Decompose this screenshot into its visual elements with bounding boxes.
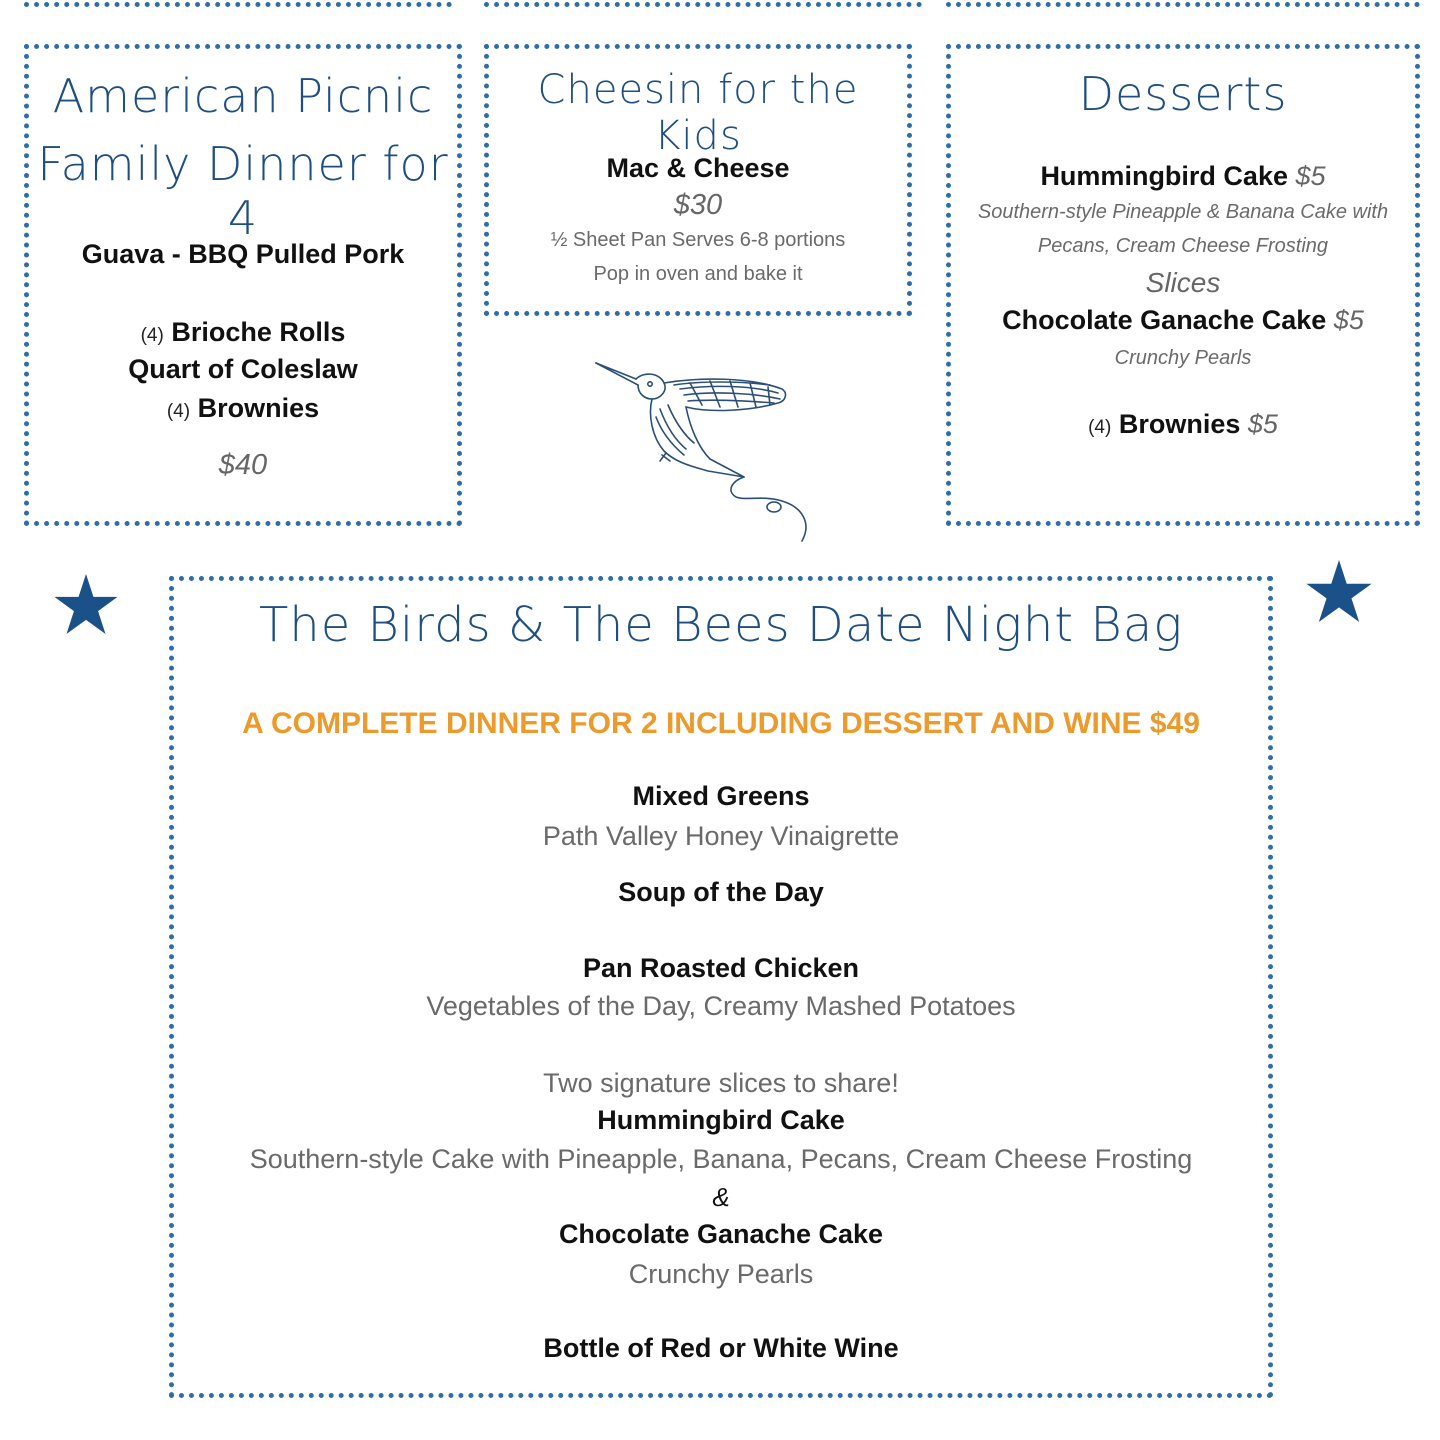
family-dinner-card [24, 44, 462, 526]
date-cake1: Hummingbird Cake [597, 1105, 845, 1135]
item-label: Hummingbird Cake [1040, 161, 1288, 191]
top-border-right [946, 0, 1420, 7]
star-icon [1306, 560, 1372, 622]
date-chicken: Pan Roasted Chicken [582, 953, 860, 983]
kids-card [484, 44, 912, 316]
star-icon [54, 574, 118, 634]
date-chicken-desc: Vegetables of the Day, Creamy Mashed Potatoes [426, 991, 1016, 1021]
family-price: $40 [218, 449, 268, 481]
family-item-coleslaw: Quart of Coleslaw [128, 354, 358, 384]
kids-desc-1: ½ Sheet Pan Serves 6-8 portions [550, 229, 846, 251]
item-price: $5 [1295, 161, 1326, 191]
item-price: $5 [1333, 305, 1364, 335]
item-label: Brioche Rolls [171, 317, 346, 347]
date-soup: Soup of the Day [618, 877, 824, 907]
family-item-brownies [29, 393, 457, 424]
dessert-brownies [951, 409, 1415, 440]
dessert-ganache-desc: Crunchy Pearls [1114, 347, 1252, 369]
qty-label: (4) [166, 401, 191, 422]
date-night-card [169, 576, 1273, 1398]
date-cake2-desc: Crunchy Pearls [628, 1259, 814, 1289]
date-wine: Bottle of Red or White Wine [543, 1333, 899, 1363]
kids-title: Cheesin for the Kids [537, 67, 859, 159]
dessert-hummingbird [951, 161, 1415, 192]
desserts-card [946, 44, 1420, 526]
hummingbird-illustration [590, 355, 820, 545]
item-price: $5 [1247, 409, 1278, 439]
item-label: Chocolate Ganache Cake [1002, 305, 1327, 335]
dessert-ganache [951, 305, 1415, 336]
date-cake1-desc: Southern-style Cake with Pineapple, Banana, Pecans, Cream Cheese Frosting [249, 1144, 1193, 1174]
item-label: Brownies [1118, 409, 1241, 439]
qty-label: (4) [140, 325, 164, 346]
date-greens: Mixed Greens [632, 781, 810, 811]
date-share: Two signature slices to share! [543, 1068, 899, 1098]
kids-desc-2: Pop in oven and bake it [593, 263, 803, 285]
top-border-middle [484, 0, 922, 7]
family-title-line1: American Picnic [52, 69, 434, 123]
dessert-hummingbird-desc-2: Pecans, Cream Cheese Frosting [1037, 235, 1329, 257]
date-ampersand: & [712, 1182, 730, 1212]
kids-price: $30 [673, 189, 723, 221]
kids-item: Mac & Cheese [606, 153, 790, 183]
family-item-brioche [29, 317, 457, 348]
family-title-line2: Family Dinner for 4 [37, 137, 449, 245]
dessert-hummingbird-desc-1: Southern-style Pineapple & Banana Cake with [977, 201, 1389, 223]
dessert-slices: Slices [1145, 267, 1221, 298]
date-night-subtitle: A COMPLETE DINNER FOR 2 INCLUDING DESSERT AND WINE $49 [242, 707, 1200, 740]
date-cake2: Chocolate Ganache Cake [558, 1219, 884, 1249]
date-greens-desc: Path Valley Honey Vinaigrette [542, 821, 900, 851]
top-border-left [24, 0, 452, 7]
date-night-title: The Birds & The Bees Date Night Bag [258, 597, 1184, 653]
item-label: Brownies [197, 393, 320, 423]
desserts-title: Desserts [1078, 67, 1288, 121]
qty-label: (4) [1088, 417, 1112, 438]
family-item-pulled-pork: Guava - BBQ Pulled Pork [81, 239, 405, 269]
